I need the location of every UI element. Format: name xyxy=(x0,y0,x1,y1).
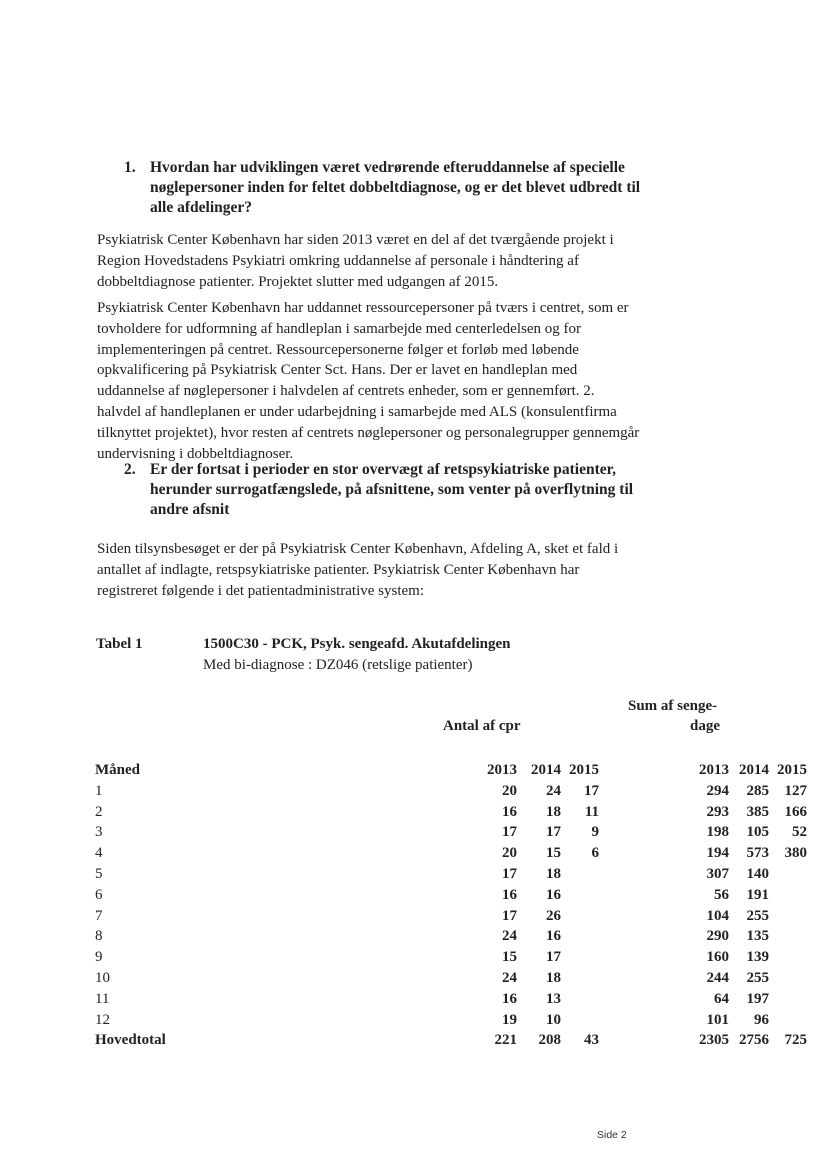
cpr-cell: 18 xyxy=(546,969,561,986)
days-cell: 2305 xyxy=(699,1032,729,1049)
table-row xyxy=(95,885,807,906)
cpr-cell: 15 xyxy=(502,949,517,966)
days-year-header: 2013 xyxy=(699,762,729,778)
month-header: Måned xyxy=(95,762,140,778)
days-cell xyxy=(769,864,807,885)
cpr-cell: 10 xyxy=(546,1011,561,1028)
cpr-cell: 13 xyxy=(546,990,561,1007)
total-label: Hovedtotal xyxy=(95,1032,166,1049)
cpr-cell: 16 xyxy=(502,990,517,1007)
cpr-cell: 208 xyxy=(538,1032,561,1049)
days-cell: 56 xyxy=(714,886,729,903)
paragraph-2-text: Psykiatrisk Center København har uddannet ressourcepersoner på tværs i centret, som er tovholdere for udformning af handleplan i samarbejde med centerledelsen og for implementeringen på centret. Ressourcepersonerne følger et forløb med løbende opkvalificering på Psykiatrisk Center Sct. Hans. Der er lavet en handleplan med uddannelse af nøglepersoner i halvdelen af centrets enheder, som er gennemført. 2. halvdel af handleplanen er under udarbejdning i samarbejde med ALS (konsulentfirma tilknyttet projektet), hvor resten af centrets nøglepersoner og personalegrupper gennemgår undervisning i dobbeltdiagnoser. xyxy=(97,300,640,462)
month-cell: 2 xyxy=(95,803,103,820)
question-1 xyxy=(124,158,644,218)
cpr-cell: 221 xyxy=(494,1032,517,1049)
cpr-cell: 17 xyxy=(546,949,561,966)
days-cell: 385 xyxy=(746,803,769,820)
cpr-cell: 16 xyxy=(502,803,517,820)
question-2-number: 2. xyxy=(124,461,136,478)
cpr-cell: 16 xyxy=(502,886,517,903)
cpr-cell: 17 xyxy=(502,824,517,841)
days-cell: 166 xyxy=(784,803,807,820)
cpr-year-header: 2014 xyxy=(531,762,561,778)
question-2 xyxy=(124,460,644,520)
cpr-cell: 17 xyxy=(502,907,517,924)
month-cell: 10 xyxy=(95,969,110,986)
table-row xyxy=(95,989,807,1010)
days-cell xyxy=(769,906,807,927)
days-cell: 160 xyxy=(706,949,729,966)
days-cell: 197 xyxy=(746,990,769,1007)
cpr-cell: 17 xyxy=(502,865,517,882)
days-cell xyxy=(769,885,807,906)
month-cell: 8 xyxy=(95,928,103,945)
cpr-cell xyxy=(561,968,599,989)
cpr-cell: 18 xyxy=(546,865,561,882)
month-cell: 9 xyxy=(95,949,103,966)
days-group-header-line2: dage xyxy=(690,718,720,734)
data-table xyxy=(95,760,807,1051)
cpr-cell: 20 xyxy=(502,782,517,799)
table-title: 1500C30 - PCK, Psyk. sengeafd. Akutafdelingen xyxy=(203,636,511,652)
days-cell: 139 xyxy=(746,949,769,966)
cpr-year-header: 2015 xyxy=(569,762,599,778)
days-cell: 96 xyxy=(754,1011,769,1028)
days-cell: 2756 xyxy=(739,1032,769,1049)
paragraph-1 xyxy=(97,230,642,292)
days-cell: 725 xyxy=(784,1032,807,1049)
days-cell: 285 xyxy=(746,782,769,799)
days-cell: 52 xyxy=(792,824,807,841)
table-subtitle: Med bi-diagnose : DZ046 (retslige patienter) xyxy=(203,657,473,673)
days-year-header: 2014 xyxy=(739,762,769,778)
cpr-cell: 17 xyxy=(584,782,599,799)
month-cell: 6 xyxy=(95,886,103,903)
cpr-cell: 16 xyxy=(546,886,561,903)
cpr-cell xyxy=(561,1010,599,1031)
paragraph-2 xyxy=(97,298,642,464)
days-cell: 244 xyxy=(706,969,729,986)
table-row xyxy=(95,906,807,927)
month-cell: 3 xyxy=(95,824,103,841)
question-1-text: Hvordan har udviklingen været vedrørende efteruddannelse af specielle nøglepersoner inden for feltet dobbeltdiagnose, og er det blevet udbredt til alle afdelinger? xyxy=(150,159,641,216)
cpr-cell: 15 xyxy=(546,845,561,862)
days-cell: 198 xyxy=(706,824,729,841)
days-cell: 191 xyxy=(746,886,769,903)
paragraph-1-text: Psykiatrisk Center København har siden 2013 været en del af det tværgående projekt i Region Hovedstadens Psykiatri omkring uddannelse af personale i håndtering af dobbeltdiagnose patienter. Projektet slutter med udgangen af 2015. xyxy=(97,232,614,290)
cpr-cell xyxy=(561,864,599,885)
month-cell: 12 xyxy=(95,1011,110,1028)
cpr-cell: 9 xyxy=(591,824,599,841)
month-cell: 1 xyxy=(95,782,103,799)
cpr-cell xyxy=(561,906,599,927)
days-cell: 127 xyxy=(784,782,807,799)
table-row xyxy=(95,926,807,947)
days-cell xyxy=(769,926,807,947)
cpr-cell: 26 xyxy=(546,907,561,924)
paragraph-3 xyxy=(97,539,642,601)
month-cell: 5 xyxy=(95,865,103,882)
cpr-cell: 24 xyxy=(502,969,517,986)
cpr-cell xyxy=(561,885,599,906)
days-cell: 104 xyxy=(706,907,729,924)
cpr-group-header: Antal af cpr xyxy=(443,718,521,734)
days-cell: 140 xyxy=(746,865,769,882)
days-cell: 64 xyxy=(714,990,729,1007)
cpr-cell xyxy=(561,947,599,968)
days-cell: 380 xyxy=(784,845,807,862)
month-cell: 4 xyxy=(95,845,103,862)
days-cell: 290 xyxy=(706,928,729,945)
days-group-header-line1: Sum af senge- xyxy=(628,698,718,714)
table-total-row xyxy=(95,1030,807,1051)
cpr-cell: 16 xyxy=(546,928,561,945)
cpr-cell: 24 xyxy=(546,782,561,799)
cpr-cell: 43 xyxy=(584,1032,599,1049)
table-row xyxy=(95,822,807,843)
month-cell: 11 xyxy=(95,990,110,1007)
data-table-body xyxy=(95,760,807,1051)
cpr-cell xyxy=(561,926,599,947)
days-cell: 194 xyxy=(706,845,729,862)
paragraph-3-text: Siden tilsynsbesøget er der på Psykiatrisk Center København, Afdeling A, sket et fald i antallet af indlagte, retspsykiatriske patienter. Psykiatrisk Center København har registreret følgende i det patientadministrative system: xyxy=(97,541,619,599)
cpr-cell: 24 xyxy=(502,928,517,945)
cpr-cell: 20 xyxy=(502,845,517,862)
days-cell xyxy=(769,989,807,1010)
days-cell: 255 xyxy=(746,969,769,986)
month-cell: 7 xyxy=(95,907,103,924)
days-year-header: 2015 xyxy=(777,762,807,778)
days-cell: 293 xyxy=(706,803,729,820)
cpr-cell xyxy=(561,989,599,1010)
days-cell xyxy=(769,968,807,989)
table-row xyxy=(95,843,807,864)
cpr-cell: 18 xyxy=(546,803,561,820)
question-1-number: 1. xyxy=(124,159,136,176)
table-row xyxy=(95,864,807,885)
table-row xyxy=(95,1010,807,1031)
table-row xyxy=(95,781,807,802)
table-label: Tabel 1 xyxy=(96,636,143,652)
days-cell: 573 xyxy=(746,845,769,862)
days-cell: 255 xyxy=(746,907,769,924)
cpr-cell: 19 xyxy=(502,1011,517,1028)
table-row xyxy=(95,802,807,823)
cpr-year-header: 2013 xyxy=(487,762,517,778)
cpr-cell: 6 xyxy=(591,845,599,862)
table-header-row xyxy=(95,760,807,781)
days-cell: 105 xyxy=(746,824,769,841)
table-row xyxy=(95,968,807,989)
cpr-cell: 11 xyxy=(584,803,599,820)
days-cell: 294 xyxy=(706,782,729,799)
days-cell: 101 xyxy=(706,1011,729,1028)
days-cell xyxy=(769,1010,807,1031)
days-cell: 135 xyxy=(746,928,769,945)
days-cell: 307 xyxy=(706,865,729,882)
cpr-cell: 17 xyxy=(546,824,561,841)
question-2-text: Er der fortsat i perioder en stor overvægt af retspsykiatriske patienter, herunder surrogatfængslede, på afsnittene, som venter på overflytning til andre afsnit xyxy=(150,461,634,518)
table-row xyxy=(95,947,807,968)
days-cell xyxy=(769,947,807,968)
page-number: Side 2 xyxy=(597,1129,627,1141)
